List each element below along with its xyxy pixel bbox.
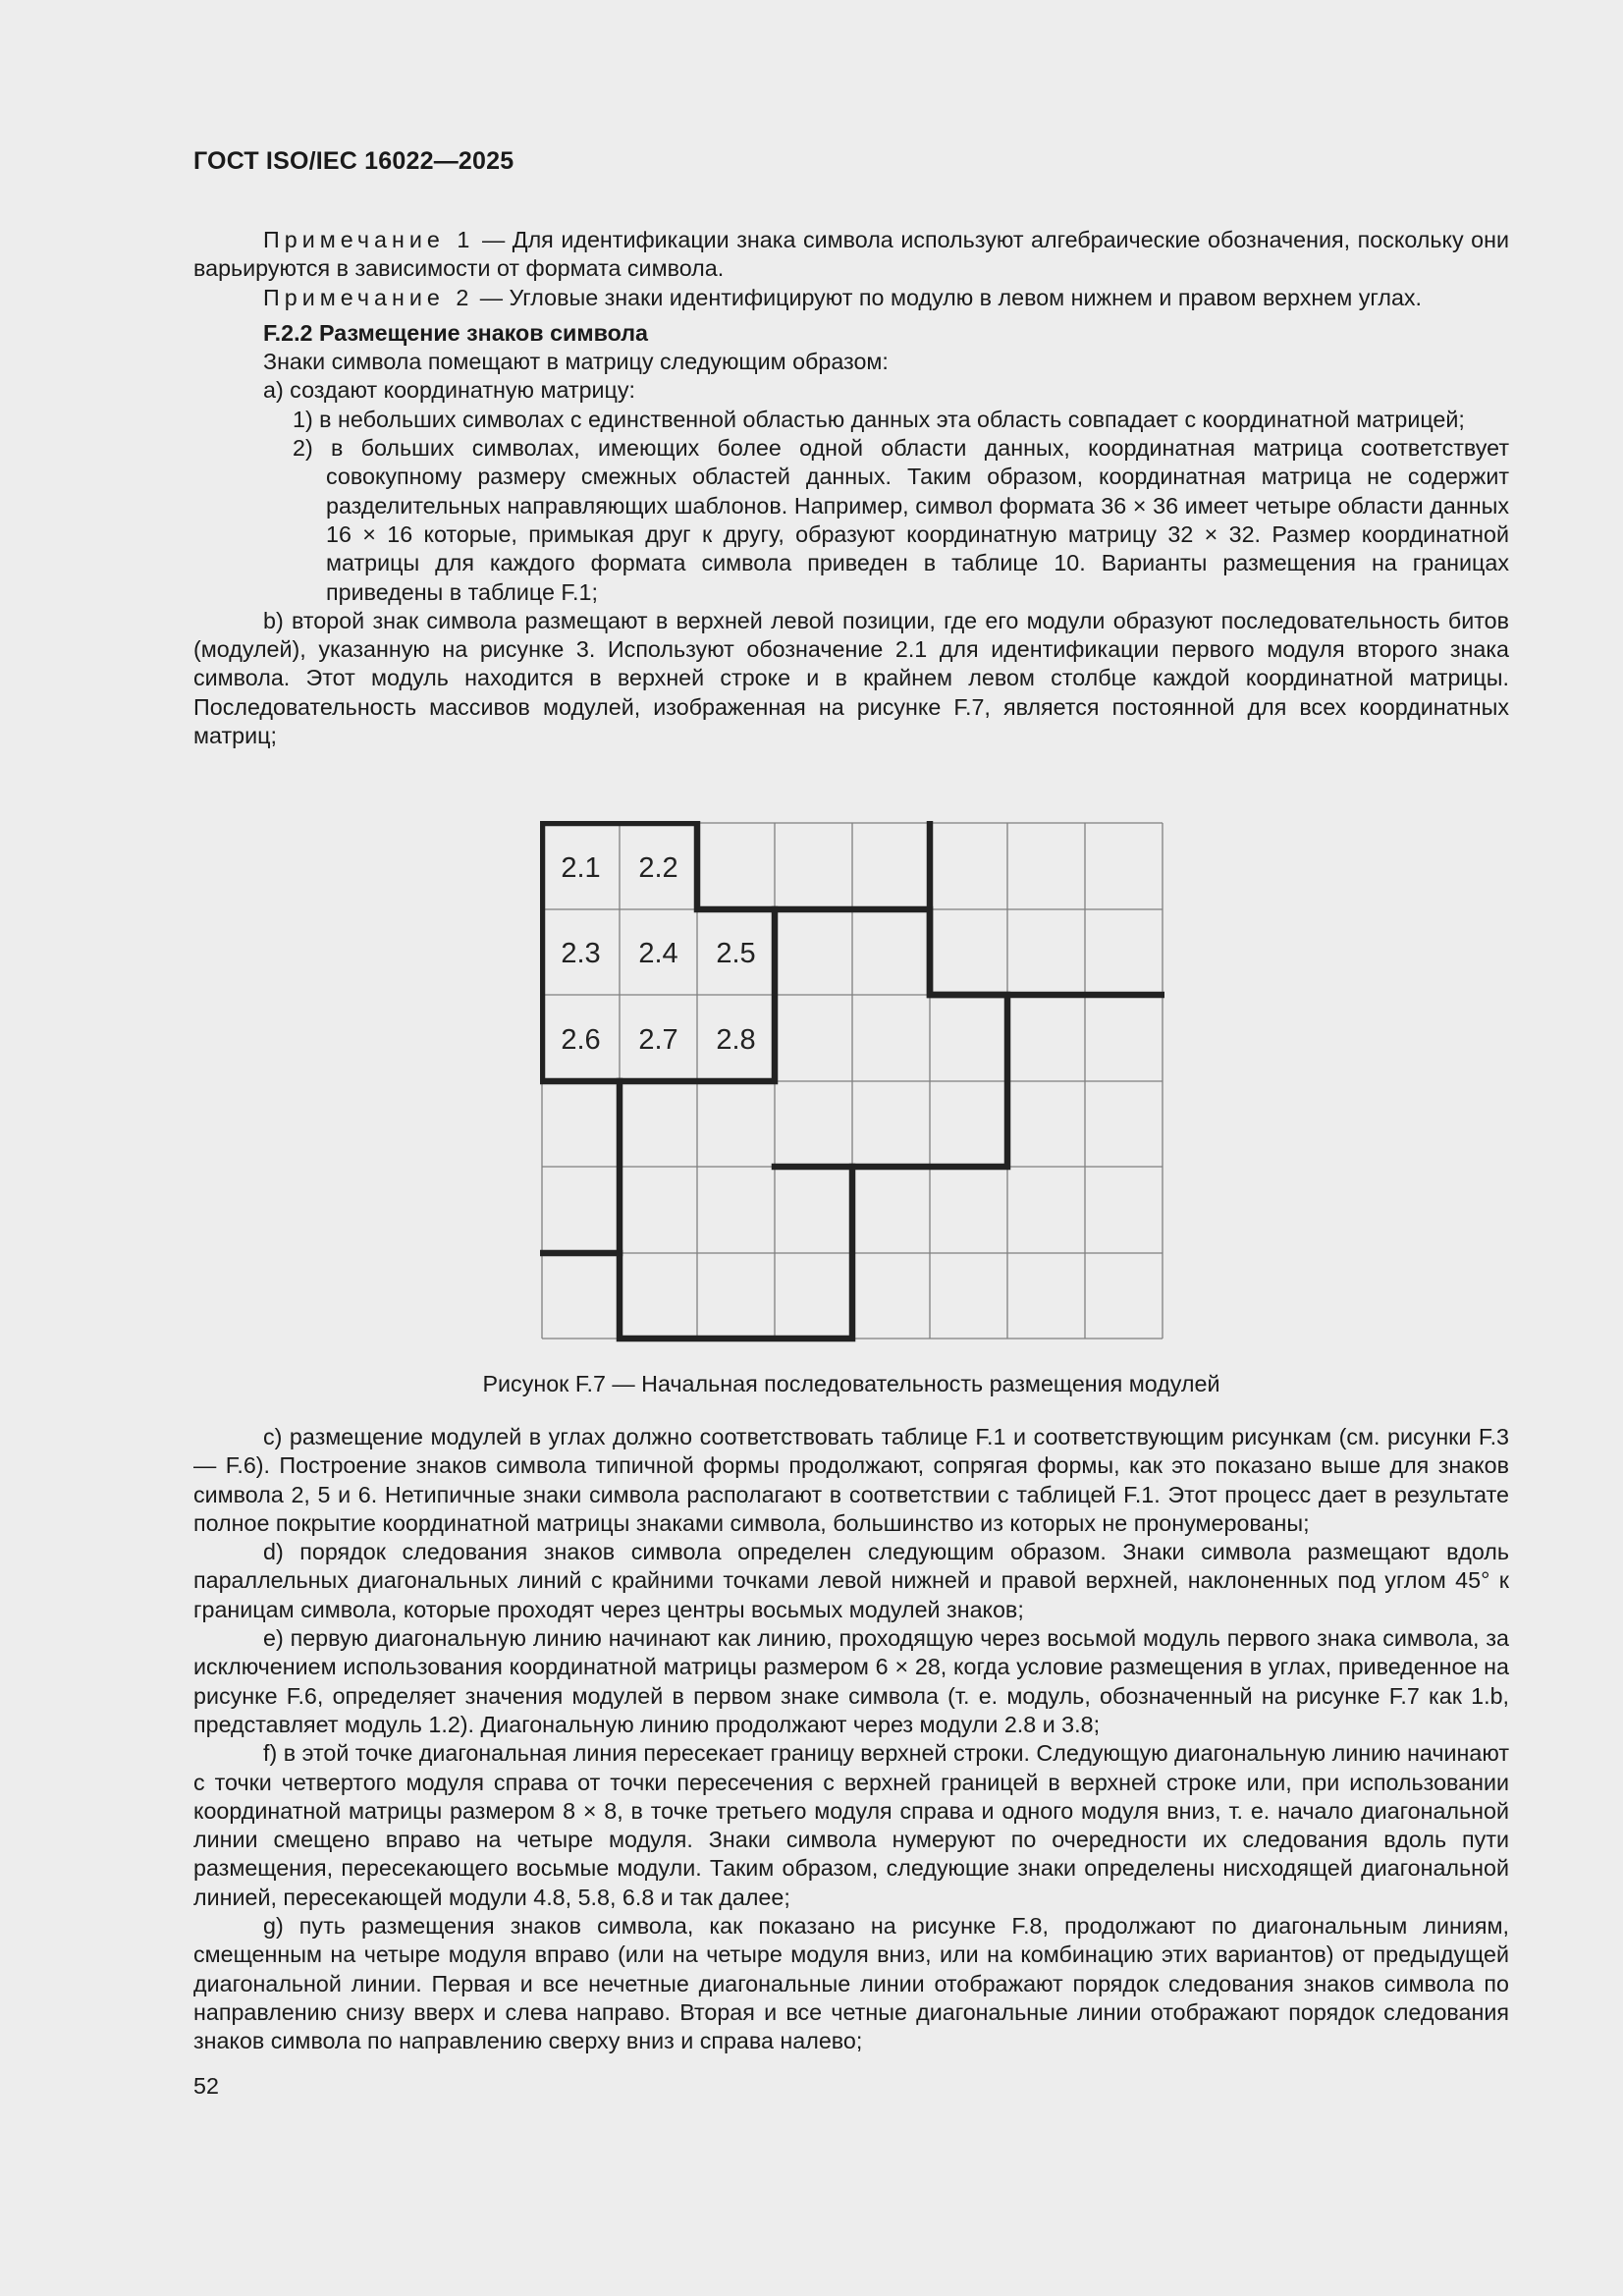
section-intro: Знаки символа помещают в матрицу следующим образом:	[263, 349, 889, 375]
list-item-g: g) путь размещения знаков символа, как показано на рисунке F.8, продолжают по диагональным линиям, смещенным на четыре модуля вправо (или на четыре модуля вниз, или на комбинацию этих вариантов) от предыдущей диагональной линии. Первая и все нечетные диагональные линии отображают порядок следования знаков символа по направлению снизу вверх и слева направо. Вторая и все четные диагональные линии отображают порядок следования знаков символа по направлению сверху вниз и справа налево;	[193, 1913, 1509, 2054]
list-item-b: b) второй знак символа размещают в верхней левой позиции, где его модули образуют последовательность битов (модулей), указанную на рисунке 3. Используют обозначение 2.1 для идентификации первого модуля второго знака символа. Этот модуль находится в верхней строке и в крайнем левом столбце каждой координатной матрицы. Последовательность массивов модулей, изображенная на рисунке F.7, является постоянной для всех координатных матриц;	[193, 607, 1509, 749]
note-1	[193, 226, 1509, 284]
module-label-2-2: 2.2	[638, 852, 678, 884]
list-item-a: a) создают координатную матрицу:	[263, 377, 636, 404]
char-7-outline	[620, 1081, 852, 1339]
text-block-bottom	[193, 1423, 1509, 2056]
module-label-2-7: 2.7	[638, 1024, 678, 1056]
module-labels	[561, 852, 755, 1056]
module-label-2-8: 2.8	[716, 1024, 756, 1056]
module-label-2-5: 2.5	[716, 938, 756, 969]
list-item-d: d) порядок следования знаков символа определен следующим образом. Знаки символа размещают вдоль параллельных диагональных линий с крайними точками левой нижней и правой верхней, наклоненных под углом 45° к границам символа, которые проходят через центры восьмых модулей знаков;	[193, 1539, 1509, 1622]
note-label: Примечание 1	[263, 227, 475, 252]
figure-f7-module-grid	[540, 821, 1164, 1343]
list-item-c: c) размещение модулей в углах должно соответствовать таблице F.1 и соответствующим рисункам (см. рисунки F.3 — F.6). Построение знаков символа типичной формы продолжают, сопрягая формы, как это показано выше для знаков символа 2, 5 и 6. Нетипичные знаки символа располагают в соответствии с таблицей F.1. Этот процесс дает в результате полное покрытие координатной матрицы знаками символа, большинство из которых не пронумерованы;	[193, 1424, 1509, 1536]
note-text: — Угловые знаки идентифицируют по модулю в левом нижнем и правом верхнем углах.	[473, 284, 1423, 310]
list-item-e: e) первую диагональную линию начинают как линию, проходящую через восьмой модуль первого знака символа, за исключением использования координатной матрицы размером 6 × 28, когда условие размещения в углах, приведенное на рисунке F.6, определяет значения модулей в первом знаке символа (т. е. модуль, обозначенный на рисунке F.7 как 1.b, представляет модуль 1.2). Диагональную линию продолжают через модули 2.8 и 3.8;	[193, 1625, 1509, 1737]
page-number: 52	[193, 2073, 219, 2099]
module-label-2-1: 2.1	[561, 852, 601, 884]
figure-caption: Рисунок F.7 — Начальная последовательность размещения модулей	[482, 1371, 1220, 1396]
sub-item-1: 1) в небольших символах с единственной областью данных эта область совпадает с координатной матрицей;	[293, 406, 1465, 432]
char-5-outline	[775, 909, 1007, 1167]
module-label-2-4: 2.4	[638, 938, 678, 969]
text-block-top	[193, 226, 1509, 750]
list-item-f: f) в этой точке диагональная линия пересекает границу верхней строки. Следующую диагональную линию начинают с точки четвертого модуля справа от точки пересечения с верхней границей в верхней строке или, при использовании координатной матрицы размером 8 × 8, в точке третьего модуля справа и одного модуля вниз, т. е. начало диагональной линии смещено вправо на четыре модуля. Знаки символа нумеруют по очередности их следования вдоль пути размещения, пересекающего восьмые модули. Таким образом, следующие знаки определены нисходящей диагональной линией, пересекающей модули 4.8, 5.8, 6.8 и так далее;	[193, 1740, 1509, 1910]
note-2	[193, 284, 1509, 312]
note-label: Примечание 2	[263, 284, 474, 310]
document-header: ГОСТ ISO/IEC 16022—2025	[193, 147, 514, 175]
sub-item-2: 2) в больших символах, имеющих более одной области данных, координатная матрица соответствует совокупному размеру смежных областей данных. Таким образом, координатная матрица не содержит разделительных направляющих шаблонов. Например, символ формата 36 × 36 имеет четыре области данных 16 × 16 которые, примыкая друг к другу, образуют координатную матрицу 32 × 32. Размер координатной матрицы для каждого формата символа приведен в таблице 10. Варианты размещения на границах приведены в таблице F.1;	[293, 435, 1509, 605]
module-label-2-3: 2.3	[561, 938, 601, 969]
module-label-2-6: 2.6	[561, 1024, 601, 1056]
section-heading: F.2.2 Размещение знаков символа	[263, 319, 648, 346]
note-text: — Для идентификации знака символа используют алгебраические обозначения, поскольку они варьируются в зависимости от формата символа.	[193, 227, 1509, 282]
